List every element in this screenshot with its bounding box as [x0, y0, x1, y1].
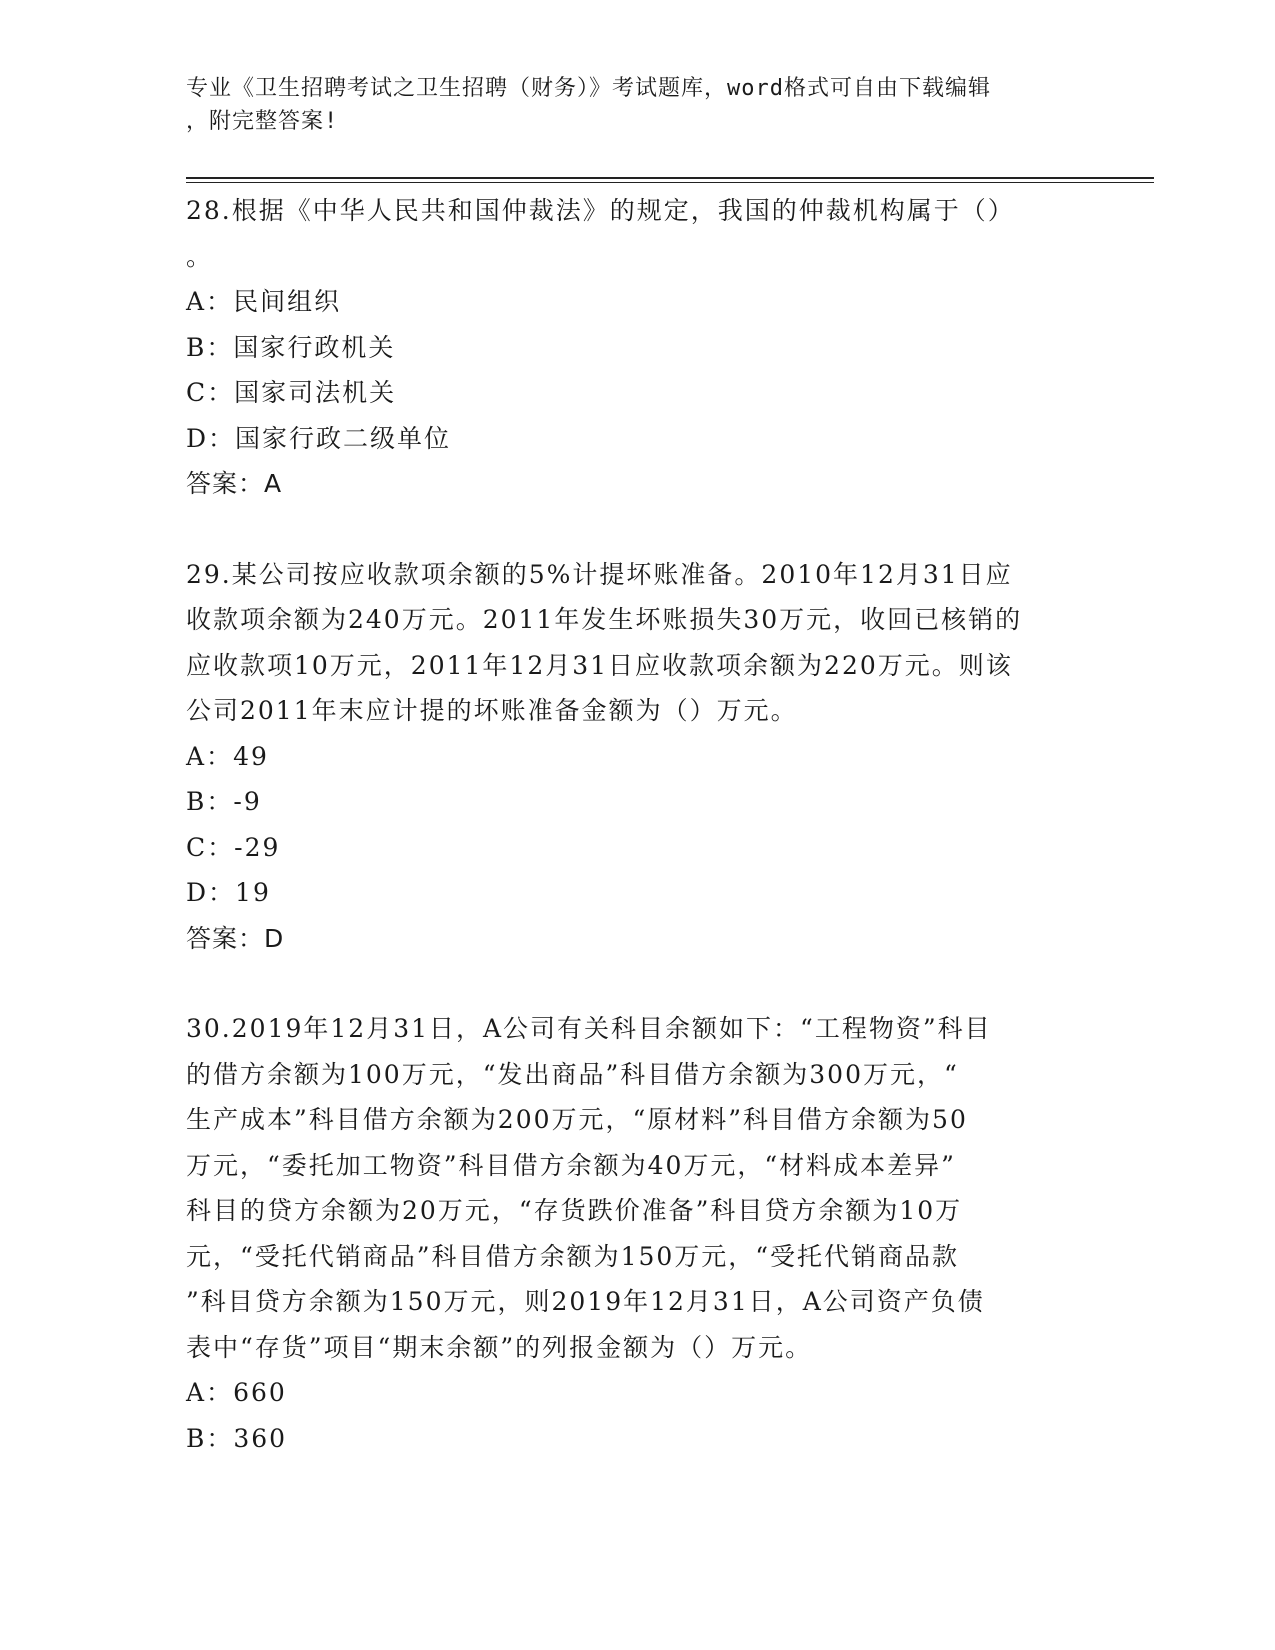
question-stem-line: 30.2019年12月31日，A公司有关科目余额如下：“工程物资”科目: [186, 1014, 992, 1043]
option-label: C：: [186, 378, 235, 407]
question-list: [186, 188, 1086, 1461]
option-text: 国家行政二级单位: [235, 423, 452, 453]
option-b: [186, 779, 1086, 825]
question-stem-line: 收款项余额为240万元。2011年发生坏账损失30万元，收回已核销的: [186, 605, 1023, 634]
option-text: 49: [233, 741, 269, 771]
option-text: 国家行政机关: [233, 332, 396, 362]
question-30: [186, 1006, 1086, 1461]
option-label: C：: [186, 832, 235, 862]
header-line-2: ，附完整答案!: [186, 109, 339, 134]
option-label: D：: [186, 878, 236, 907]
question-29: [186, 552, 1086, 962]
option-label: A：: [186, 1378, 234, 1407]
header-divider-thin: [186, 182, 1154, 183]
option-label: D：: [186, 423, 236, 453]
answer-line: 答案：D: [186, 923, 285, 953]
option-label: B：: [186, 1423, 234, 1453]
question-stem-line: 科目的贷方余额为20万元，“存货跌价准备”科目贷方余额为10万: [186, 1196, 963, 1225]
question-stem-line: 28.根据《中华人民共和国仲裁法》的规定，我国的仲裁机构属于（）: [186, 196, 1015, 225]
question-stem-line: 万元，“委托加工物资”科目借方余额为40万元，“材料成本差异”: [186, 1150, 956, 1180]
option-c: [186, 370, 1086, 416]
question-stem-line: 应收款项10万元，2011年12月31日应收款项余额为220万元。则该: [186, 650, 1013, 680]
option-text: 660: [233, 1378, 287, 1407]
option-a: [186, 1370, 1086, 1416]
option-text: 19: [235, 878, 271, 907]
option-a: [186, 734, 1086, 780]
option-text: -9: [233, 787, 262, 816]
question-stem-line: 生产成本”科目借方余额为200万元，“原材料”科目借方余额为50: [186, 1105, 968, 1134]
answer-line: 答案：A: [186, 469, 283, 498]
document-header: [186, 72, 1066, 138]
question-stem-line: 元，“受托代销商品”科目借方余额为150万元，“受托代销商品款: [186, 1241, 960, 1271]
option-d: [186, 870, 1086, 916]
option-text: 360: [233, 1423, 288, 1453]
question-stem-line: 表中“存货”项目“期末余额”的列报金额为（）万元。: [186, 1332, 813, 1362]
option-text: -29: [234, 832, 281, 862]
option-b: [186, 1416, 1086, 1462]
question-spacer: [186, 961, 1086, 1006]
question-stem-line: ”科目贷方余额为150万元，则2019年12月31日，A公司资产负债: [186, 1287, 985, 1316]
option-label: A：: [186, 287, 234, 316]
option-text: 国家司法机关: [234, 378, 397, 407]
option-a: [186, 279, 1086, 325]
option-label: B：: [186, 332, 234, 362]
option-c: [186, 825, 1086, 871]
question-spacer: [186, 507, 1086, 552]
option-label: B：: [186, 787, 234, 816]
header-divider-thick: [186, 177, 1154, 179]
header-line-1: 专业《卫生招聘考试之卫生招聘（财务）》考试题库，word格式可自由下载编辑: [186, 76, 991, 101]
option-d: [186, 416, 1086, 462]
option-b: [186, 325, 1086, 371]
option-label: A：: [186, 741, 234, 771]
option-text: 民间组织: [233, 287, 342, 316]
question-stem-line: 公司2011年末应计提的坏账准备金额为（）万元。: [186, 696, 798, 725]
question-28: [186, 188, 1086, 507]
question-stem-line: 29.某公司按应收款项余额的5%计提坏账准备。2010年12月31日应: [186, 559, 1013, 589]
question-stem-line: 。: [186, 241, 214, 271]
question-stem-line: 的借方余额为100万元，“发出商品”科目借方余额为300万元，“: [186, 1059, 959, 1089]
